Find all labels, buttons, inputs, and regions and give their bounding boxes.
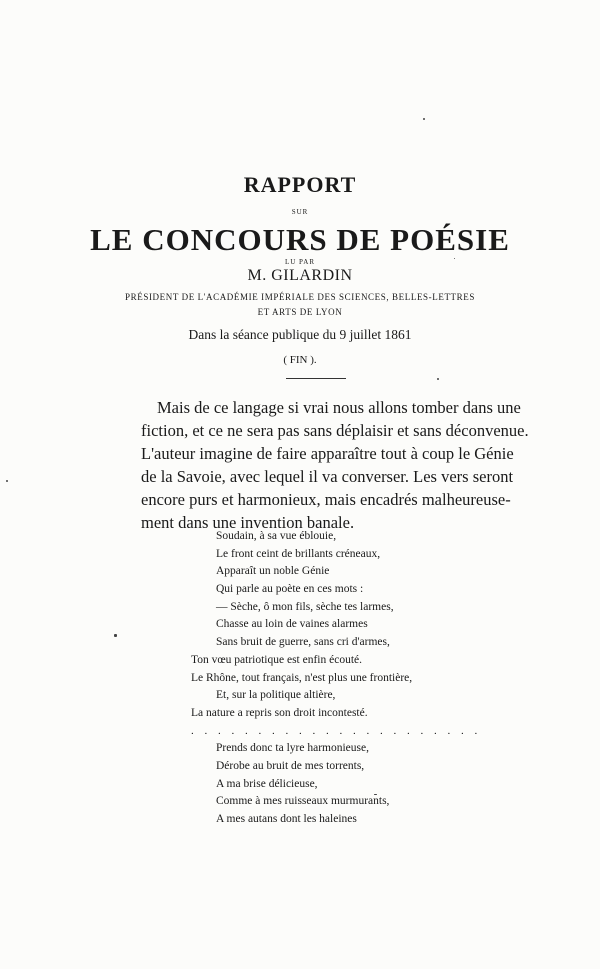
verse-line: Chasse au loin de vaines alarmes [216,618,368,631]
prose-line: L'auteur imagine de faire apparaître tout à coup le Génie [141,444,514,463]
author-affiliation-line1: PRÉSIDENT DE L'ACADÉMIE IMPÉRIALE DES SCIENCES, BELLES-LETTRES [125,292,475,302]
fin-label: ( FIN ). [283,354,317,366]
verse-block [0,528,600,829]
verse-line: Et, sur la politique altière, [216,689,336,702]
verse-line: Dérobe au bruit de mes torrents, [216,759,365,772]
author-affiliation-line2: ET ARTS DE LYON [257,307,343,317]
prose-line: de la Savoie, avec lequel il va converser. Les vers seront [141,467,514,486]
prose-line: fiction, et ce ne sera pas sans déplaisir et sans déconvenue. [141,421,529,440]
prose-line: ment dans une invention banale. [141,513,355,532]
session-date: Dans la séance publique du 9 juillet 1861 [188,327,412,342]
paper-speck [374,794,377,795]
paper-speck [437,378,439,380]
prose-paragraph [141,396,529,534]
verse-line: A mes autans dont les haleines [216,813,357,825]
sur-label: SUR [291,208,309,216]
report-title: RAPPORT [243,172,357,197]
paper-speck [454,258,455,259]
verse-line: A ma brise délicieuse, [216,777,318,790]
author-name: M. GILARDIN [247,267,353,284]
verse-line: Ton vœu patriotique est enfin écouté. [191,653,363,666]
verse-line: Le Rhône, tout français, n'est plus une frontière, [191,671,413,684]
paper-speck [423,118,425,120]
verse-line: Soudain, à sa vue éblouie, [216,530,337,542]
section-rule [286,378,346,379]
read-by-label: LU PAR [284,258,316,266]
prose-line: Mais de ce langage si vrai nous allons tomber dans une [157,398,521,417]
paper-speck [6,480,8,482]
verse-line: Le front ceint de brillants créneaux, [216,547,381,560]
contest-title: LE CONCOURS DE POÉSIE [90,222,510,257]
verse-line: Qui parle au poète en ces mots : [216,583,364,596]
verse-line: — Sèche, ô mon fils, sèche tes larmes, [216,600,394,613]
paper-speck [114,634,117,637]
verse-ellipsis: . . . . . . . . . . . . . . . . . . . . . . [191,724,482,737]
verse-line: Comme à mes ruisseaux murmurants, [216,795,390,808]
verse-line: Prends donc ta lyre harmonieuse, [216,742,369,755]
prose-line: encore purs et harmonieux, mais encadrés malheureuse- [141,490,511,509]
verse-line: Apparaît un noble Génie [216,565,330,578]
verse-line: La nature a repris son droit incontesté. [191,706,368,719]
verse-line: Sans bruit de guerre, sans cri d'armes, [216,636,390,649]
